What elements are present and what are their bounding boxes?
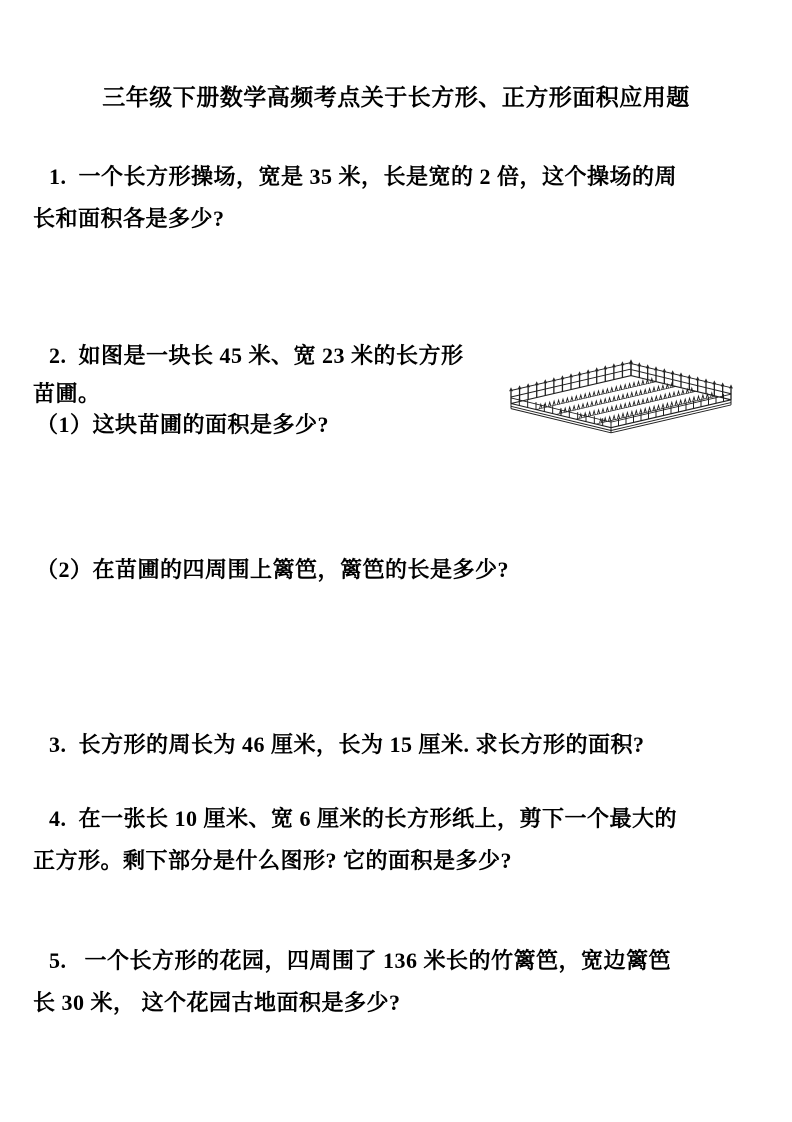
- question-2-sub-2: （2）在苗圃的四周围上篱笆，篱笆的长是多少?: [36, 557, 510, 582]
- question-2-sub-1: （1）这块苗圃的面积是多少?: [36, 412, 330, 437]
- question-3-line-1: 3. 长方形的周长为 46 厘米，长为 15 厘米. 求长方形的面积?: [49, 732, 645, 757]
- question-5-line-1: 5. 一个长方形的花园，四周围了 136 米长的竹篱笆，宽边篱笆: [49, 948, 672, 973]
- question-1-line-2: 长和面积各是多少?: [33, 206, 225, 231]
- worksheet-title: 三年级下册数学高频考点关于长方形、正方形面积应用题: [102, 84, 690, 110]
- question-2-line-1: 2. 如图是一块长 45 米、宽 23 米的长方形: [49, 343, 464, 368]
- question-5-line-2: 长 30 米， 这个花园古地面积是多少?: [33, 990, 401, 1015]
- question-4-line-2: 正方形。剩下部分是什么图形? 它的面积是多少?: [33, 848, 513, 873]
- fenced-nursery-plot-figure: [505, 357, 737, 437]
- question-4-line-1: 4. 在一张长 10 厘米、宽 6 厘米的长方形纸上，剪下一个最大的: [49, 806, 678, 831]
- question-1-line-1: 1. 一个长方形操场，宽是 35 米，长是宽的 2 倍，这个操场的周: [49, 164, 678, 189]
- question-2-line-2: 苗圃。: [33, 381, 101, 406]
